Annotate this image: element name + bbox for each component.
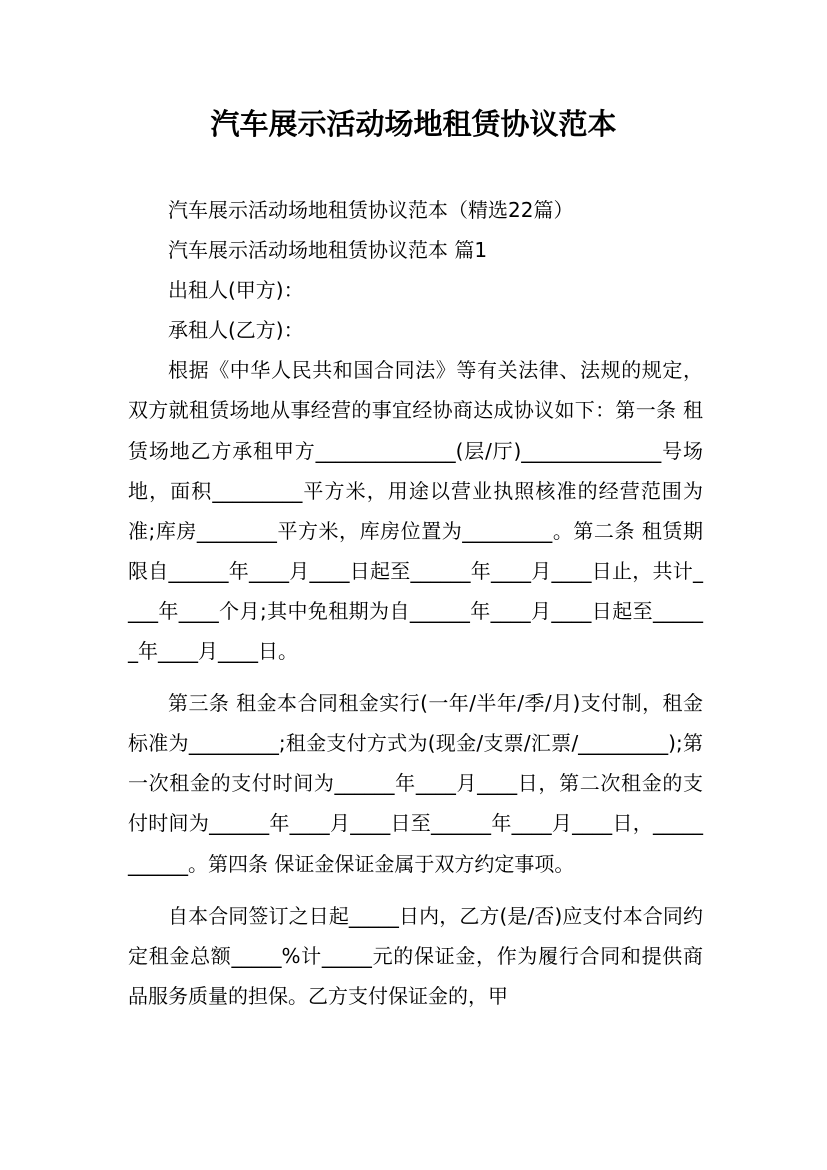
paragraph-lessee: 承租人(乙方)： [168,318,304,343]
document-body [128,190,703,1016]
document-title: 汽车展示活动场地租赁协议范本 [210,107,617,141]
paragraph-lessor: 出租人(甲方)： [168,278,304,303]
paragraph-subtitle: 汽车展示活动场地租赁协议范本（精选22篇） [168,198,574,222]
paragraph-deposit: 自本合同签订之日起_____日内，乙方(是/否)应支付本合同约定租金总额_____%计_____元的保证金，作为履行合同和提供商品服务质量的担保。乙方支付保证金的，甲 [128,903,703,1008]
paragraph-section-heading: 汽车展示活动场地租赁协议范本 篇1 [168,238,488,263]
paragraph-clauses-1-2: 根据《中华人民共和国合同法》等有关法律、法规的规定，双方就租赁场地从事经营的事宜经协商达成协议如下：第一条 租赁场地乙方承租甲方______________(层/厅)______________号场地，面积_________平方米，用途以营业执照核准的经营范围为准;库房________平方米，库房位置为_________。第二条 租赁期限自______年____月____日起至______年____月____日止，共计____年____个月;其中免租期为自______年____月____日起至______年____月____日。 [128,358,703,664]
paragraph-clauses-3-4: 第三条 租金本合同租金实行(一年/半年/季/月)支付制，租金标准为_________;租金支付方式为(现金/支票/汇票/_________);第一次租金的支付时间为______年____月____日，第二次租金的支付时间为______年____月____日至______年____月____日，___________。第四条 保证金保证金属于双方约定事项。 [128,691,703,876]
